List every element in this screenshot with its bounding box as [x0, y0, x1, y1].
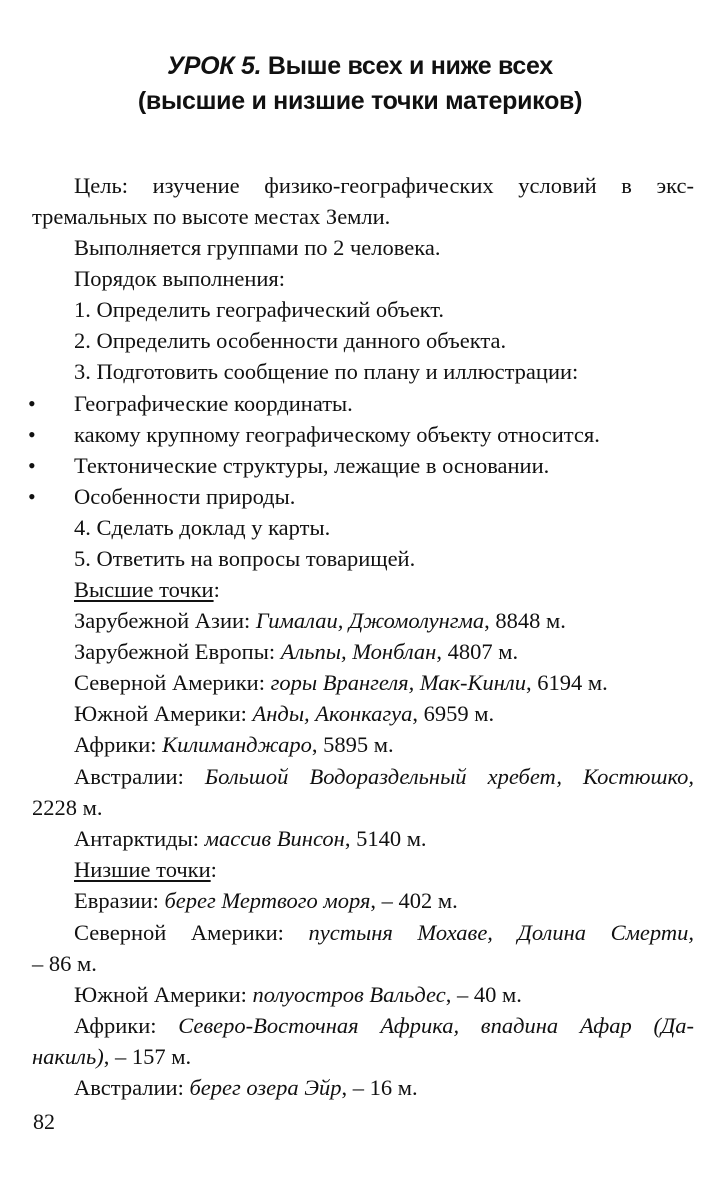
place-name: Анды, Аконкагуа	[252, 701, 413, 726]
low-item-north-america	[74, 918, 694, 948]
heading-colon: :	[213, 577, 220, 602]
place-name: накиль)	[32, 1044, 104, 1069]
high-item-antarctica	[74, 824, 427, 854]
region-label: Зарубежной Европы:	[74, 639, 281, 664]
place-name: массив Винсон	[204, 826, 345, 851]
place-name: полуостров Вальдес	[252, 982, 446, 1007]
place-name: берег Мертвого моря	[164, 888, 371, 913]
region-label: Австралии:	[74, 764, 184, 789]
low-item-south-america	[74, 980, 522, 1010]
high-item-europe	[74, 637, 518, 667]
high-australia-value: 2228 м.	[32, 795, 103, 820]
region-label: Зарубежной Азии:	[74, 608, 256, 633]
depth-value: , – 16 м.	[341, 1075, 418, 1100]
lesson-number: УРОК 5.	[167, 52, 262, 80]
bullet-item: Тектонические структуры, лежащие в основании.	[74, 453, 550, 478]
depth-value: , – 40 м.	[445, 982, 522, 1007]
place-name: пустыня Мохаве, Долина Смерти,	[308, 920, 694, 945]
height-value: , 4807 м.	[436, 639, 519, 664]
bullet-marker: •	[28, 453, 36, 478]
bullet-item: какому крупному географическому объекту относится.	[74, 422, 600, 447]
lesson-subtitle: (высшие и низшие точки материков)	[137, 87, 583, 115]
step-5: 5. Ответить на вопросы товарищей.	[74, 546, 416, 571]
low-item-eurasia	[74, 886, 458, 916]
step-4: 4. Сделать доклад у карты.	[74, 515, 331, 540]
height-value: , 5895 м.	[311, 732, 394, 757]
high-item-asia	[74, 606, 566, 636]
region-label: Евразии:	[74, 888, 165, 913]
lowest-points-heading	[74, 855, 217, 885]
region-label: Антарктиды:	[74, 826, 205, 851]
high-item-australia	[74, 762, 694, 792]
place-name: Большой Водораздельный хребет, Костюшко,	[204, 764, 694, 789]
place-name: Гималаи, Джомолунгма	[255, 608, 485, 633]
step-1: 1. Определить географический объект.	[74, 297, 445, 322]
high-item-africa	[74, 730, 394, 760]
highest-heading-text: Высшие точки	[74, 577, 214, 602]
highest-points-heading	[74, 575, 220, 605]
step-3: 3. Подготовить сообщение по плану и иллюстрации:	[74, 359, 579, 384]
region-label: Южной Америки:	[74, 701, 253, 726]
bullet-item: Географические координаты.	[74, 391, 353, 416]
region-label: Австралии:	[74, 1075, 190, 1100]
heading-colon: :	[210, 857, 217, 882]
height-value: , 8848 м.	[484, 608, 566, 633]
region-label: Африки:	[74, 732, 163, 757]
region-label: Африки:	[74, 1013, 157, 1038]
low-item-australia	[74, 1073, 418, 1103]
height-value: , 5140 м.	[344, 826, 427, 851]
bullet-marker: •	[28, 391, 36, 416]
bullet-item: Особенности природы.	[74, 484, 296, 509]
depth-value: , – 157 м.	[103, 1044, 192, 1069]
region-label: Северной Америки:	[74, 670, 271, 695]
lesson-title-text: Выше всех и ниже всех	[261, 52, 553, 80]
order-label: Порядок выполнения:	[74, 266, 286, 291]
place-name: Северо-Восточная Африка, впадина Афар (Да-	[178, 1013, 694, 1038]
height-value: , 6959 м.	[412, 701, 495, 726]
goal-line-1: Цель: изучение физико-географических условий в экс-	[74, 173, 694, 198]
step-2: 2. Определить особенности данного объекта.	[74, 328, 507, 353]
bullet-marker: •	[28, 484, 36, 509]
bullet-marker: •	[28, 422, 36, 447]
region-label: Южной Америки:	[74, 982, 253, 1007]
low-north-america-value: – 86 м.	[32, 951, 97, 976]
page-number: 82	[33, 1109, 55, 1134]
place-name: берег озера Эйр	[189, 1075, 342, 1100]
high-item-north-america	[74, 668, 608, 698]
goal-line-2: тремальных по высоте местах Земли.	[32, 204, 391, 229]
place-name: Килиманджаро	[162, 732, 312, 757]
lesson-title	[0, 49, 720, 83]
high-item-south-america	[74, 699, 494, 729]
groups-text: Выполняется группами по 2 человека.	[74, 235, 441, 260]
height-value: , 6194 м.	[525, 670, 608, 695]
place-name: Альпы, Монблан	[280, 639, 437, 664]
region-label: Северной Америки:	[74, 920, 284, 945]
depth-value: , – 402 м.	[370, 888, 458, 913]
low-item-africa	[74, 1011, 694, 1041]
place-name: горы Врангеля, Мак-Кинли	[270, 670, 526, 695]
lowest-heading-text: Низшие точки	[74, 857, 211, 882]
low-africa-continued	[32, 1042, 191, 1072]
